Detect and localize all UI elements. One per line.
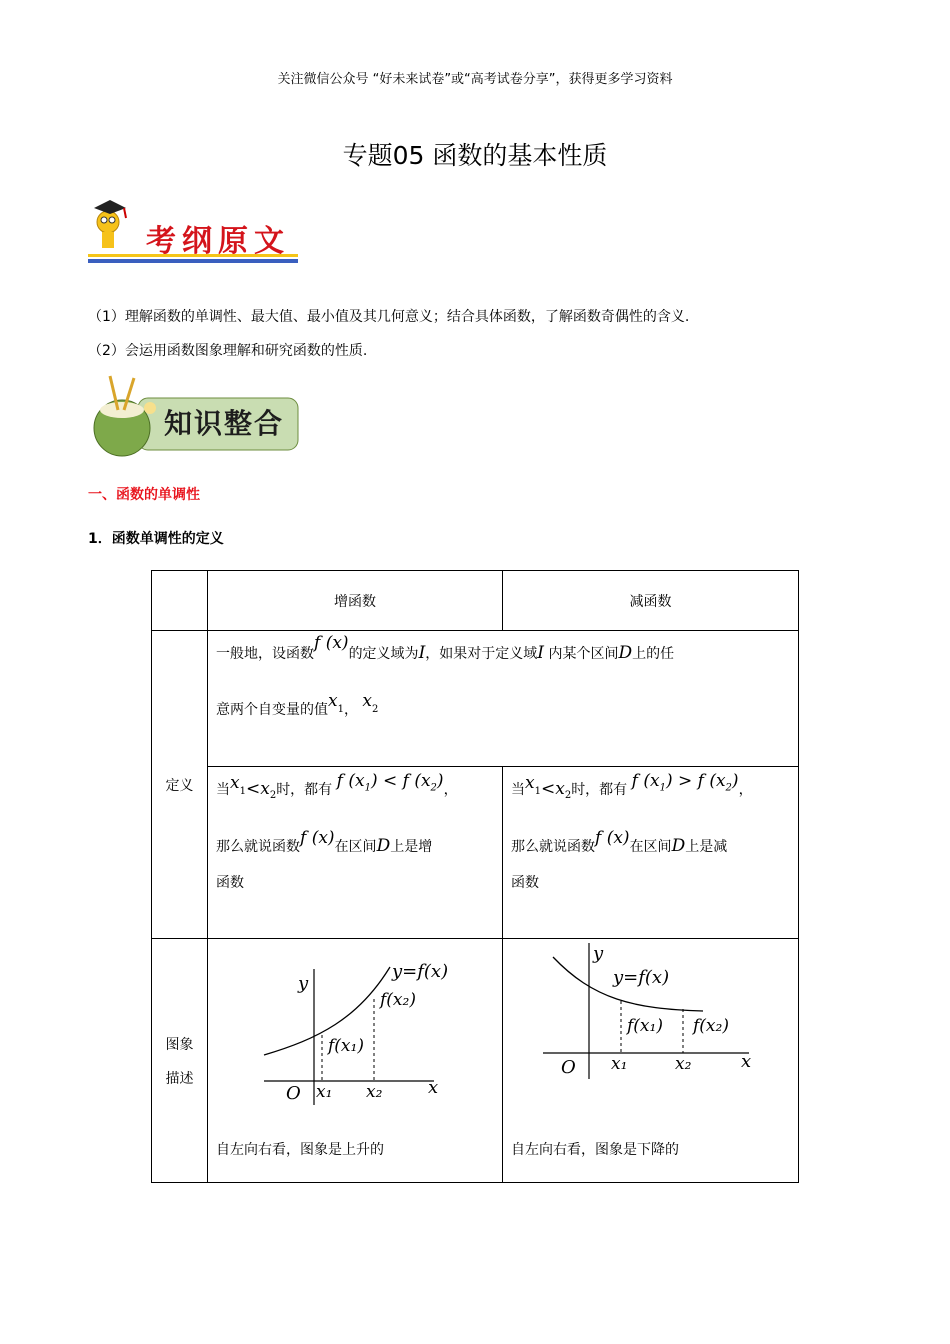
increasing-curve: [264, 967, 390, 1055]
x-axis-label: x: [741, 1051, 752, 1072]
fx1-label: f(x₁): [627, 1016, 663, 1036]
decreasing-graph-cell: [503, 939, 799, 1183]
row-header-definition: 定义: [152, 631, 208, 939]
banner-knowledge: [88, 374, 302, 462]
caption-increasing: 自左向右看，图象是上升的: [216, 1142, 384, 1158]
increasing-condition-cell: 当$x_1<x_2$时，都有 f $(x_1) < f$ $(x_2)$， 那么就说函数f (x)在区间D上是增 函数: [208, 767, 503, 939]
y-axis-label: y: [298, 973, 309, 994]
caption-decreasing: 自左向右看，图象是下降的: [511, 1142, 679, 1158]
table-corner-cell: [152, 571, 208, 631]
y-axis-label: y: [593, 943, 604, 964]
fx2-label: f(x₂): [380, 990, 416, 1010]
header-note: 关注微信公众号 “好未来试卷”或“高考试卷分享”，获得更多学习资料: [277, 72, 673, 87]
table-header-row: [152, 571, 799, 631]
x2-label: x₂: [675, 1054, 692, 1074]
increasing-function-graph: [208, 939, 502, 1139]
page-title: 专题05 函数的基本性质: [342, 141, 608, 170]
general-definition-cell: [208, 631, 799, 767]
general-definition-line2: 意两个自变量的值$x_1$， $x_2$: [216, 691, 379, 719]
banner-syllabus-text: 考纲原文: [146, 224, 290, 259]
general-definition-line1: 一般地，设函数f (x)的定义域为I，如果对于定义域I 内某个区间D上的任: [216, 633, 675, 663]
subsection-heading-definition: 1．函数单调性的定义: [88, 531, 224, 547]
table-row-general: [152, 631, 799, 767]
syllabus-item-1: （1）理解函数的单调性、最大值、最小值及其几何意义；结合具体函数，了解函数奇偶性的含义.: [88, 309, 690, 325]
section-heading-monotonicity: 一、函数的单调性: [88, 487, 200, 503]
x1-label: x₁: [316, 1082, 333, 1102]
definition-table: [151, 570, 799, 1183]
curve-label: y=f(x): [613, 967, 670, 988]
decreasing-condition-cell: 当$x_1<x_2$时，都有 f $(x_1) > f$ $(x_2)$， 那么就说函数f (x)在区间D上是减 函数: [503, 767, 799, 939]
table-row-condition: [152, 767, 799, 939]
increasing-graph-cell: [208, 939, 503, 1183]
origin-label: O: [286, 1083, 301, 1104]
col-header-decreasing: 减函数: [503, 571, 799, 631]
col-header-increasing: 增函数: [208, 571, 503, 631]
origin-label: O: [561, 1057, 576, 1078]
syllabus-item-2: （2）会运用函数图象理解和研究函数的性质.: [88, 343, 368, 359]
x2-label: x₂: [366, 1082, 383, 1102]
banner-syllabus: [88, 196, 300, 266]
banner-knowledge-text: 知识整合: [164, 407, 285, 440]
curve-label: y=f(x): [392, 961, 449, 982]
fx2-label: f(x₂): [693, 1016, 729, 1036]
x-axis-label: x: [428, 1077, 439, 1098]
row-header-graph: 图象 描述: [152, 939, 208, 1183]
x1-label: x₁: [611, 1054, 628, 1074]
table-row-graph: [152, 939, 799, 1183]
decreasing-function-graph: [503, 939, 798, 1139]
fx1-label: f(x₁): [328, 1036, 364, 1056]
